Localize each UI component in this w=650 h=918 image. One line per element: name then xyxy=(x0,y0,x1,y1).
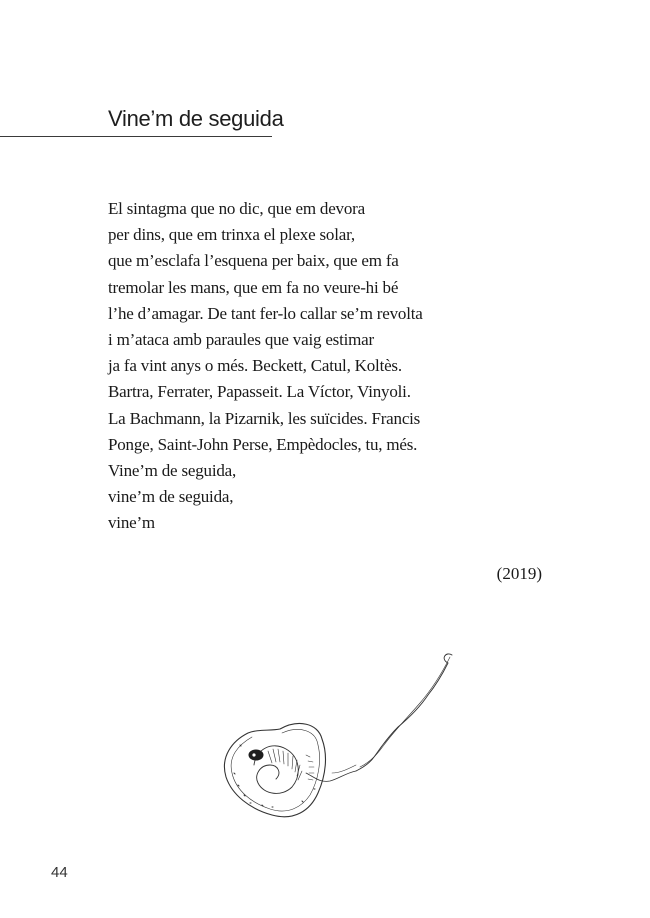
title-underline xyxy=(0,136,272,137)
poem-line: l’he d’amagar. De tant fer-lo callar se’m revolta xyxy=(108,303,423,323)
poem-line: La Bachmann, la Pizarnik, les suïcides. Francis xyxy=(108,408,421,428)
poem-title: Vine’m de seguida xyxy=(108,106,284,131)
ink-snail-drawing-icon xyxy=(210,645,470,845)
poem-line: ja fa vint anys o més. Beckett, Catul, Koltès. xyxy=(108,356,402,376)
poem-line: tremolar les mans, que em fa no veure-hi bé xyxy=(108,277,399,297)
poem-date: (2019) xyxy=(496,564,542,583)
poem-body xyxy=(108,196,468,537)
page-number: 44 xyxy=(51,864,68,881)
poem-line: i m’ataca amb paraules que vaig estimar xyxy=(108,330,374,350)
poem-line: vine’m xyxy=(108,513,155,533)
poem-line: que m’esclafa l’esquena per baix, que em fa xyxy=(108,251,399,271)
poem-line: Ponge, Saint-John Perse, Empèdocles, tu, més. xyxy=(108,434,418,454)
poem-line: Vine’m de seguida, xyxy=(108,461,237,481)
poem-line: Bartra, Ferrater, Papasseit. La Víctor, Vinyoli. xyxy=(108,382,411,402)
poem-line: El sintagma que no dic, que em devora xyxy=(108,199,365,218)
poem-line: per dins, que em trinxa el plexe solar, xyxy=(108,225,355,245)
poem-line: vine’m de seguida, xyxy=(108,487,234,507)
